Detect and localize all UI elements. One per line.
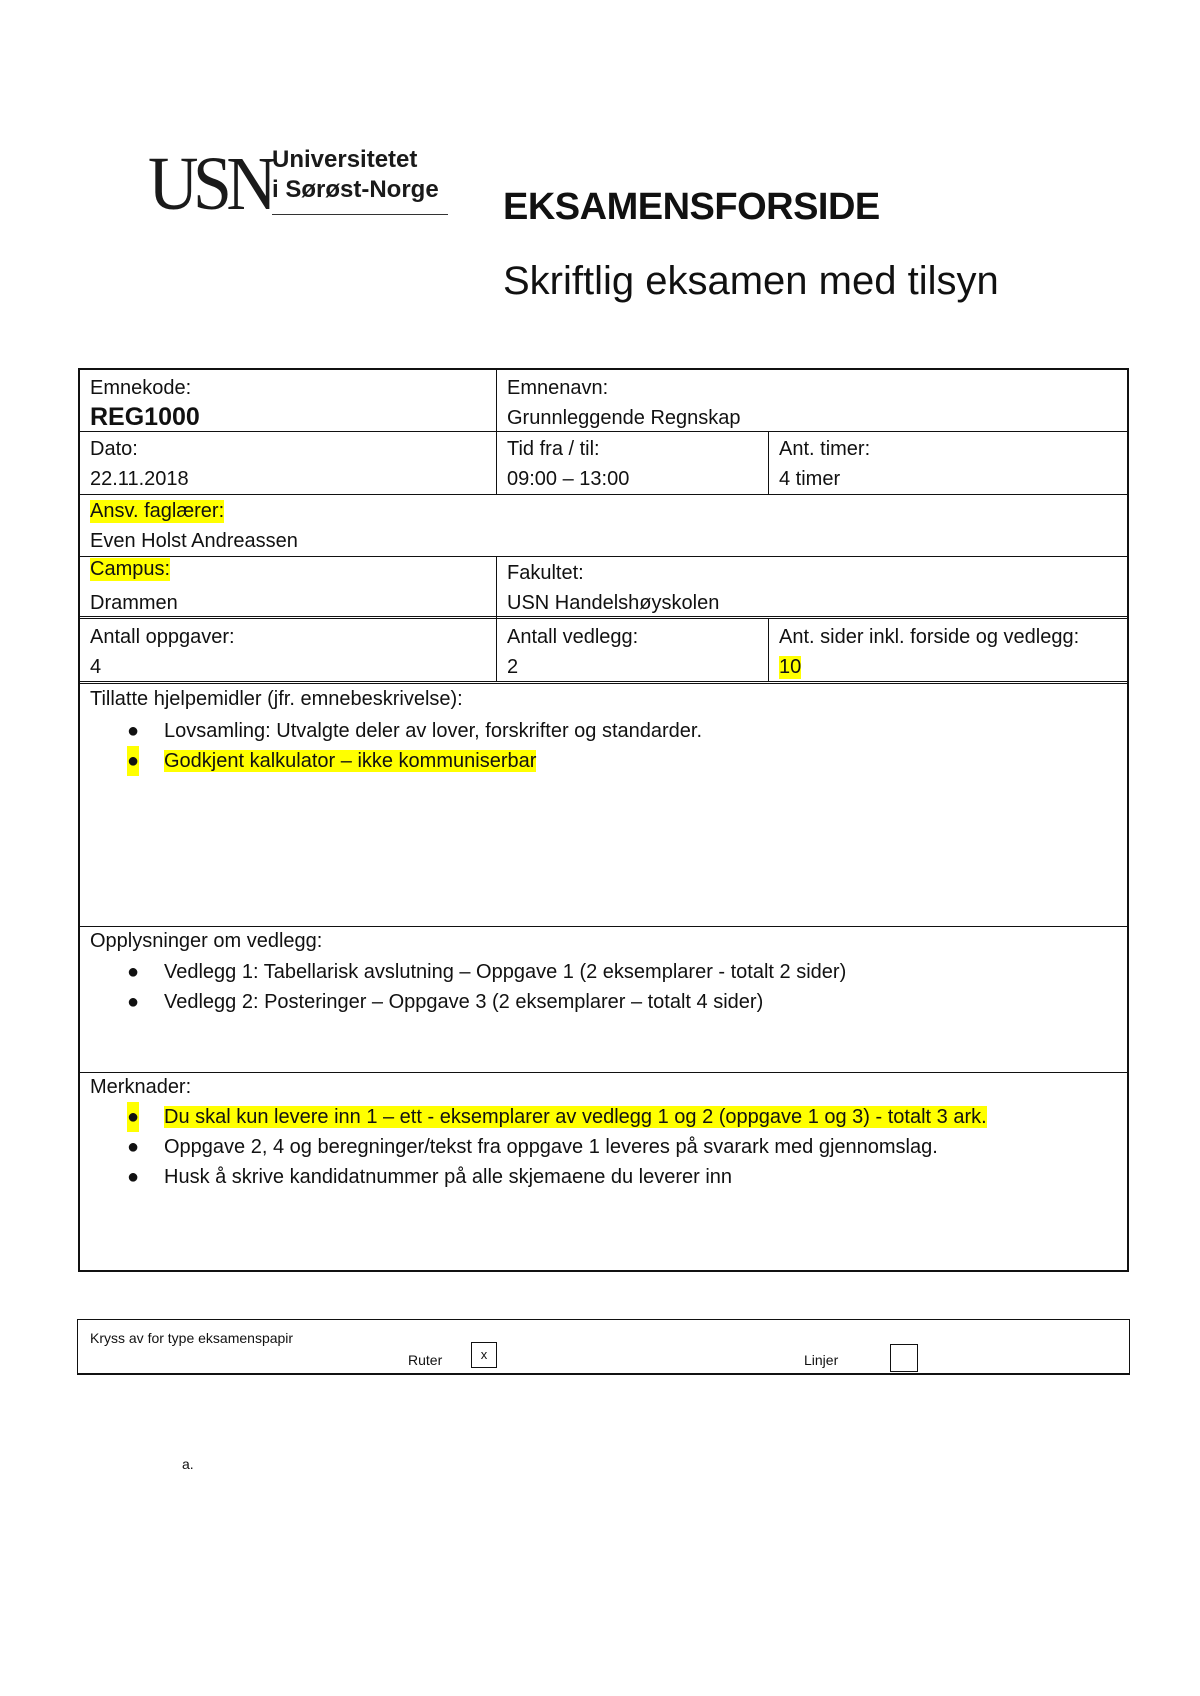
col-divider	[496, 431, 497, 494]
emnekode-label: Emnekode:	[90, 377, 192, 399]
linjer-label: Linjer	[804, 1352, 839, 1368]
paper-type-box	[77, 1319, 1130, 1375]
ruter-label: Ruter	[408, 1352, 443, 1368]
list-item: ● Vedlegg 1: Tabellarisk avslutning – Oppgave 1 (2 eksemplarer - totalt 2 sider)	[90, 957, 846, 987]
fakultet-label: Fakultet:	[507, 562, 584, 584]
emnenavn-value: Grunnleggende Regnskap	[507, 407, 741, 429]
bullet-icon: ●	[127, 991, 140, 1013]
page-title: EKSAMENSFORSIDE	[503, 186, 880, 228]
list-item: ● Husk å skrive kandidatnummer på alle skjemaene du leverer inn	[90, 1162, 987, 1192]
usn-logo	[148, 142, 448, 226]
col-divider	[496, 618, 497, 682]
campus-value: Drammen	[90, 592, 178, 614]
paper-type-label: Kryss av for type eksamenspapir	[90, 1330, 294, 1346]
row-divider	[78, 1072, 1129, 1073]
row-divider	[78, 926, 1129, 927]
list-item: ● Oppgave 2, 4 og beregninger/tekst fra oppgave 1 leveres på svarark med gjennomslag.	[90, 1132, 987, 1162]
tid-value: 09:00 – 13:00	[507, 468, 630, 490]
logo-text-line1: Universitetet	[272, 146, 418, 173]
row-divider	[78, 556, 1129, 557]
hjelpemidler-label: Tillatte hjelpemidler (jfr. emnebeskrivelse):	[90, 688, 463, 710]
bullet-icon: ●	[127, 961, 140, 983]
vedlegg-value: 2	[507, 656, 519, 678]
vedlegg-label: Antall vedlegg:	[507, 626, 639, 648]
campus-label: Campus:	[90, 558, 171, 580]
timer-label: Ant. timer:	[779, 438, 871, 460]
col-divider	[496, 556, 497, 618]
linjer-checkbox[interactable]	[890, 1344, 918, 1372]
row-divider	[78, 431, 1129, 432]
oppgaver-value: 4	[90, 656, 102, 678]
merknader-label: Merknader:	[90, 1076, 192, 1098]
vedlegg-info-label: Opplysninger om vedlegg:	[90, 930, 323, 952]
ruter-checkbox[interactable]: x	[471, 1342, 497, 1368]
page-subtitle: Skriftlig eksamen med tilsyn	[503, 259, 999, 303]
timer-value: 4 timer	[779, 468, 841, 490]
faglaerer-label: Ansv. faglærer:	[90, 500, 225, 522]
emnekode-value: REG1000	[90, 403, 200, 431]
row-divider	[78, 616, 1129, 619]
merknader-list	[90, 1102, 987, 1192]
bullet-icon: ●	[127, 746, 139, 776]
footnote: a.	[182, 1456, 194, 1472]
sider-value: 10	[779, 656, 802, 678]
list-item: ● Du skal kun levere inn 1 – ett - eksemplarer av vedlegg 1 og 2 (oppgave 1 og 3) - totalt 3 ark.	[90, 1102, 987, 1132]
list-item: ● Vedlegg 2: Posteringer – Oppgave 3 (2 eksemplarer – totalt 4 sider)	[90, 987, 846, 1017]
list-item: ● Lovsamling: Utvalgte deler av lover, forskrifter og standarder.	[90, 716, 702, 746]
bullet-icon: ●	[127, 720, 140, 742]
bullet-icon: ●	[127, 1136, 140, 1158]
bullet-icon: ●	[127, 1102, 139, 1132]
row-divider	[78, 494, 1129, 495]
tid-label: Tid fra / til:	[507, 438, 600, 460]
row-divider	[78, 681, 1129, 684]
fakultet-value: USN Handelshøyskolen	[507, 592, 720, 614]
logo-text-line2: i Sørøst-Norge	[272, 176, 439, 203]
logo-mark: USN	[148, 142, 272, 226]
dato-value: 22.11.2018	[90, 468, 189, 490]
vedlegg-info-list	[90, 957, 846, 1017]
hjelpemidler-list	[90, 716, 702, 776]
oppgaver-label: Antall oppgaver:	[90, 626, 235, 648]
dato-label: Dato:	[90, 438, 138, 460]
emnenavn-label: Emnenavn:	[507, 377, 609, 399]
logo-underline	[272, 214, 448, 215]
col-divider	[768, 431, 769, 494]
faglaerer-value: Even Holst Andreassen	[90, 530, 298, 552]
bullet-icon: ●	[127, 1166, 140, 1188]
col-divider	[496, 370, 497, 432]
col-divider	[768, 618, 769, 682]
sider-label: Ant. sider inkl. forside og vedlegg:	[779, 626, 1080, 648]
list-item: ● Godkjent kalkulator – ikke kommuniserbar	[90, 746, 702, 776]
